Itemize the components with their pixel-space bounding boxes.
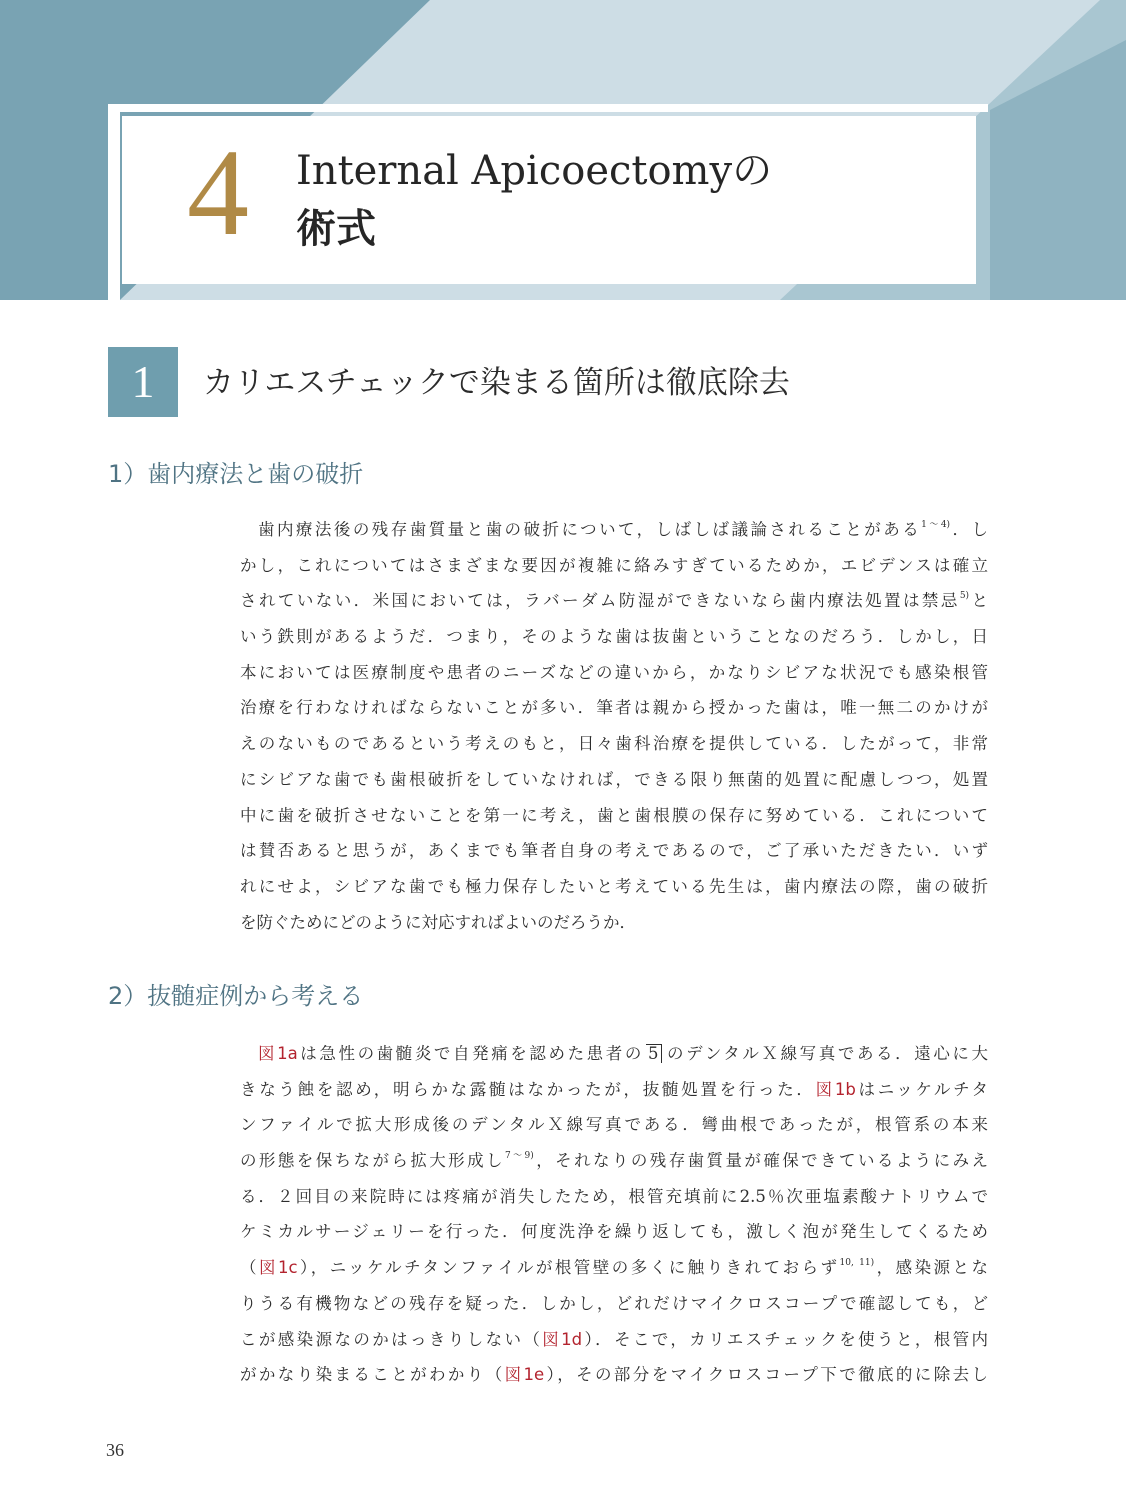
paragraph-line: 治療を行わなければならないことが多い．筆者は親から授かった歯は，唯一無二のかけが — [240, 698, 988, 718]
paragraph-line: 歯内療法後の残存歯質量と歯の破折について，しばしば議論されることがある$^{1〜4)}$．し — [258, 520, 989, 539]
subsection1-paragraph — [240, 512, 988, 940]
page-number: 36 — [106, 1440, 124, 1460]
paragraph-line: を防ぐためにどのように対応すればよいのだろうか． — [240, 912, 636, 932]
subsection1-heading: 1）歯内療法と歯の破折 — [108, 460, 364, 488]
citation: 10, 11) — [839, 1258, 875, 1269]
paragraph-line: いう鉄則があるようだ．つまり，そのような歯は抜歯ということなのだろう．しかし，日 — [240, 627, 988, 647]
chapter-title-line2: 術式 — [296, 205, 376, 252]
subsection2-paragraph — [240, 1036, 988, 1393]
citation: 7〜9) — [504, 1151, 534, 1162]
figure-reference[interactable]: 図1a — [258, 1044, 298, 1063]
paragraph-line: がかなり染まることがわかり（図1e），その部分をマイクロスコープ下で徹底的に除去し — [240, 1365, 989, 1385]
banner-frame-top — [108, 104, 988, 112]
paragraph-line: 本においては医療制度や患者のニーズなどの違いから，かなりシビアな状況でも感染根管 — [240, 662, 988, 682]
figure-reference[interactable]: 図1c — [258, 1258, 298, 1278]
section-number-badge: 1 — [108, 347, 178, 417]
chapter-number: 4 — [187, 124, 249, 261]
paragraph-line: 図1aは急性の歯髄炎で自発痛を認めた患者の 5 のデンタルＸ線写真である．遠心に大 — [258, 1044, 988, 1063]
paragraph-line: りうる有機物などの残存を疑った．しかし，どれだけマイクロスコープで確認しても，ど — [240, 1293, 988, 1313]
paragraph-line: の形態を保ちながら拡大形成し$^{7〜9)}$，それなりの残存歯質量が確保できているようにみえ — [240, 1151, 989, 1171]
citation: 5) — [959, 591, 970, 602]
chapter-title-line1: Internal Apicoectomyの — [296, 148, 773, 194]
citation: 1〜4) — [921, 520, 951, 530]
paragraph-line: かし，これについてはさまざまな要因が複雑に絡みすぎているためか，エビデンスは確立 — [240, 555, 988, 575]
paragraph-line: こが感染源なのかはっきりしない（図1d）．そこで，カリエスチェックを使うと，根管内 — [240, 1329, 989, 1349]
tooth-number: 5 — [646, 1044, 663, 1063]
paragraph-line: れにせよ，シビアな歯でも極力保存したいと考えている先生は，歯内療法の際，歯の破折 — [240, 876, 988, 896]
paragraph-line: る．２回目の来院時には疼痛が消失したため，根管充填前に2.5％次亜塩素酸ナトリウムで — [240, 1186, 988, 1206]
paragraph-line: 中に歯を破折させないことを第一に考え，歯と歯根膜の保存に努めている．これについて — [240, 805, 988, 825]
paragraph-line: は賛否あると思うが，あくまでも筆者自身の考えであるので，ご了承いただきたい．いず — [240, 841, 988, 861]
paragraph-line: ケミカルサージェリーを行った．何度洗浄を繰り返しても，激しく泡が発生してくるため — [240, 1222, 988, 1242]
banner-frame-left — [108, 104, 120, 300]
subsection2-heading: 2）抜髄症例から考える — [108, 982, 364, 1010]
figure-reference[interactable]: 図1d — [542, 1329, 583, 1349]
section-title: カリエスチェックで染まる箇所は徹底除去 — [203, 365, 790, 401]
figure-reference[interactable]: 図1e — [504, 1365, 545, 1385]
paragraph-line: きなう蝕を認め，明らかな露髄はなかったが，抜髄処置を行った．図1bはニッケルチタ — [240, 1079, 988, 1099]
paragraph-line: （図1c），ニッケルチタンファイルが根管壁の多くに触りきれておらず$^{10, 11)}$，感染源とな — [240, 1258, 989, 1278]
chapter-title — [296, 142, 936, 258]
paragraph-line: にシビアな歯でも歯根破折をしていなければ，できる限り無菌的処置に配慮しつつ，処置 — [240, 769, 988, 789]
paragraph-line: えのないものであるという考えのもと，日々歯科治療を提供している．したがって，非常 — [240, 734, 988, 754]
paragraph-line: ンファイルで拡大形成後のデンタルＸ線写真である．彎曲根であったが，根管系の本来 — [240, 1115, 988, 1135]
figure-reference[interactable]: 図1b — [815, 1079, 856, 1099]
paragraph-line: されていない．米国においては，ラバーダム防湿ができないなら歯内療法処置は禁忌$^{5)}$と — [240, 591, 989, 611]
